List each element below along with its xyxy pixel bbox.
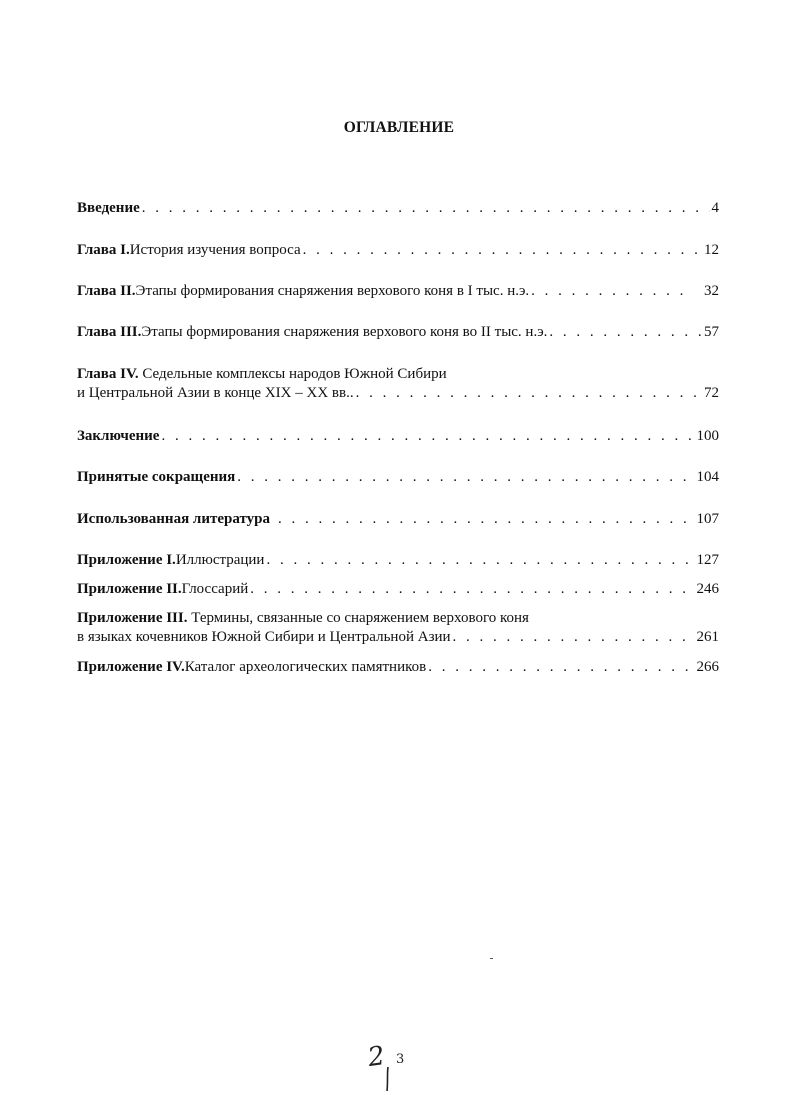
toc-entry-page: 12 (704, 242, 719, 258)
toc-entry-text-continued: и Центральной Азии в конце XIX – XX вв.. (77, 385, 354, 401)
toc-entry-page: 266 (696, 659, 719, 675)
toc-entry-title: Введение (77, 200, 140, 216)
leader-dots (303, 241, 702, 260)
toc-entry-page: 32 (704, 283, 719, 299)
leader-dots (161, 427, 694, 446)
toc-entry-chapter-1[interactable] (77, 241, 719, 260)
toc-entry-title: Приложение II. (77, 581, 182, 597)
toc-entry-title: Глава II. (77, 283, 136, 299)
toc-entry-page: 127 (696, 552, 719, 568)
handwritten-mark: 2 (365, 1040, 387, 1074)
toc-entry-title: Глава III. (77, 324, 142, 340)
toc-entry-text-continued: в языках кочевников Южной Сибири и Центральной Азии (77, 629, 451, 645)
page-number: 3 (396, 1052, 405, 1067)
page-title: ОГЛАВЛЕНИЕ (343, 119, 455, 136)
toc-entry-title: Приложение IV. (77, 659, 185, 675)
toc-entry-text: Этапы формирования снаряжения верхового коня в I тыс. н.э. (135, 283, 530, 299)
toc-entry-title: Глава IV. (77, 366, 139, 382)
toc-entry-text: Этапы формирования снаряжения верхового коня во II тыс. н.э. (141, 324, 548, 340)
toc-entry-page: 107 (696, 511, 719, 527)
leader-dots (142, 199, 710, 218)
toc-entry-page: 261 (696, 629, 719, 645)
leader-dots (549, 323, 702, 342)
leader-dots (356, 384, 702, 403)
toc-entry-chapter-3[interactable] (77, 323, 719, 342)
toc-entry-appendix-4[interactable] (77, 658, 719, 677)
toc-entry-title: Глава I. (77, 242, 130, 258)
toc-entry-page: 100 (696, 428, 719, 444)
toc-entry-bibliography[interactable] (77, 510, 719, 529)
toc-entry-title: Использованная литература (77, 511, 270, 527)
leader-dots (250, 580, 694, 599)
leader-dots (266, 551, 694, 570)
toc-entry-introduction[interactable] (77, 199, 719, 218)
leader-dots (531, 282, 690, 301)
leader-dots (237, 468, 694, 487)
toc-entry-title: Приложение III. (77, 610, 188, 626)
toc-entry-page: 57 (704, 324, 719, 340)
leader-dots (278, 510, 695, 529)
toc-entry-text: Каталог археологических памятников (184, 659, 427, 675)
toc-entry-page: 4 (711, 200, 719, 216)
toc-entry-appendix-3[interactable] (77, 609, 719, 647)
toc-entry-page: 246 (696, 581, 719, 597)
handwritten-stroke-icon (383, 1066, 393, 1092)
toc-entry-title: Принятые сокращения (77, 469, 236, 485)
toc-entry-text: История изучения вопроса (129, 242, 301, 258)
toc-entry-appendix-1[interactable] (77, 551, 719, 570)
toc-entry-abbreviations[interactable] (77, 468, 719, 487)
toc-entry-chapter-4[interactable] (77, 365, 719, 403)
toc-entry-text: Глоссарий (181, 581, 249, 597)
toc-entry-text: Седельные комплексы народов Южной Сибири (138, 366, 447, 382)
toc-entry-page: 72 (704, 385, 719, 401)
toc-entry-chapter-2[interactable] (77, 282, 719, 301)
toc-entry-title: Заключение (77, 428, 160, 444)
toc-entry-text: Иллюстрации (175, 552, 265, 568)
toc-entry-title: Приложение I. (77, 552, 176, 568)
toc-entry-conclusion[interactable] (77, 427, 719, 446)
leader-dots (428, 658, 694, 677)
speck-mark (490, 958, 493, 959)
leader-dots (453, 628, 695, 647)
toc-entry-page: 104 (696, 469, 719, 485)
toc-entry-appendix-2[interactable] (77, 580, 719, 599)
toc-entry-text: Термины, связанные со снаряжением верхового коня (187, 610, 529, 626)
